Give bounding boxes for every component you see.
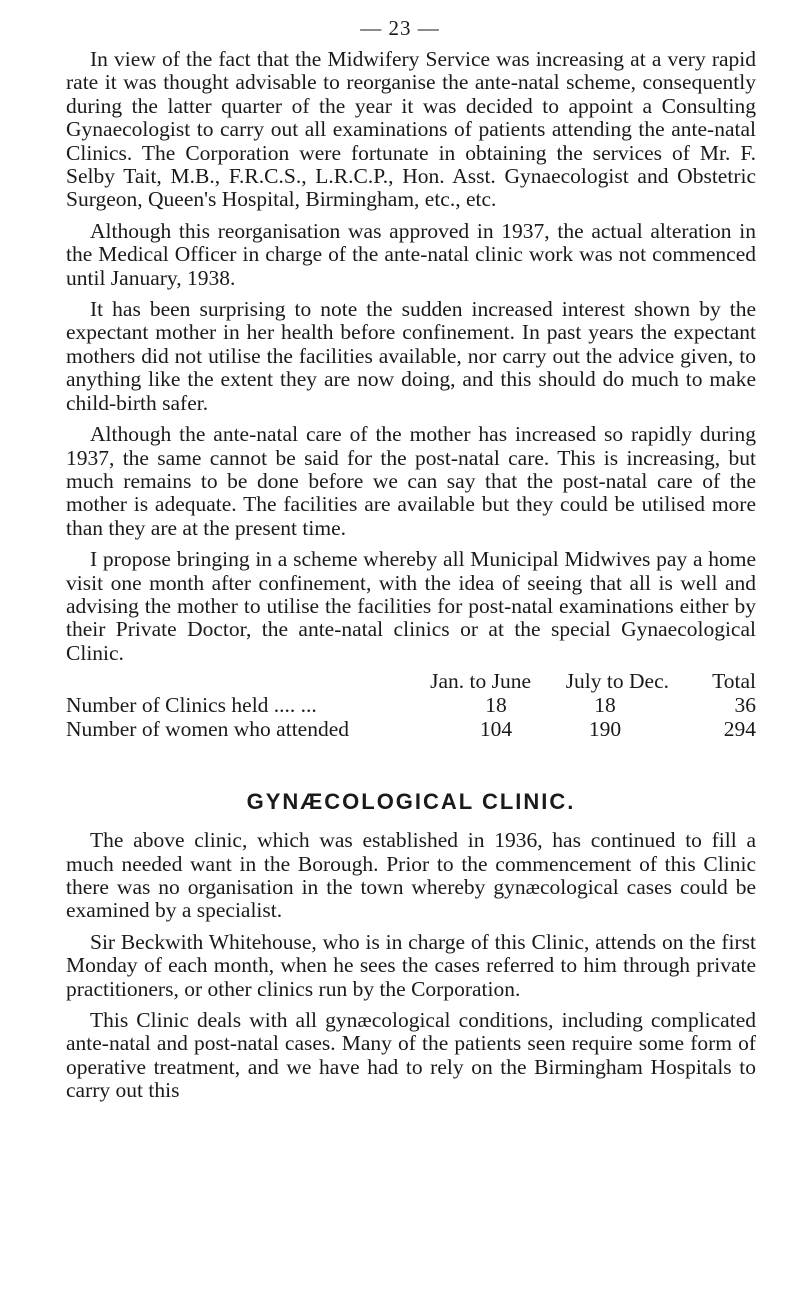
- section-heading: GYNÆCOLOGICAL CLINIC.: [246, 789, 576, 815]
- paragraph-clinic-specialist: Sir Beckwith Whitehouse, who is in charge of this Clinic, attends on the first Monday of each month, when he sees the cases referred to him through private practitioners, or other clinics run by the Corporation.: [66, 929, 756, 1001]
- paragraph-increased-interest: It has been surprising to note the sudden increased interest shown by the expectant mother in her health before confinement. In past years the expectant mothers did not utilise the facilities available, nor carry out the advice given, to anything like the extent they are now doing, and this should do much to make child-birth safer.: [66, 297, 756, 415]
- clinic-stats-table: [66, 669, 756, 741]
- stats-row-women: [66, 717, 756, 741]
- header-total: Total: [712, 669, 756, 694]
- cell-total: 36: [734, 693, 756, 718]
- stats-row-clinics: [66, 693, 756, 717]
- page-number: — 23 —: [360, 16, 440, 40]
- row-label: Number of Clinics held .... ...: [66, 693, 317, 718]
- paragraph-midwifery-reorganisation: In view of the fact that the Midwifery Service was increasing at a very rapid rate it was thought advisable to reorganise the ante-natal scheme, consequently during the latter quarter of the year it was decided to appoint a Consulting Gynaecologist to carry out all examinations of patients attending the ante-natal Clinics. The Corporation were fortunate in obtaining the services of Mr. F. Selby Tait, M.B., F.R.C.S., L.R.C.P., Hon. Asst. Gynaecologist and Obstetric Surgeon, Queen's Hospital, Birmingham, etc., etc.: [66, 47, 756, 212]
- header-jan-june: Jan. to June: [430, 669, 531, 694]
- document-body: [66, 48, 756, 1103]
- paragraph-clinic-conditions: This Clinic deals with all gynæcological conditions, including complicated ante-natal and post-natal cases. Many of the patients seen require some form of operative treatment, and we have had to rely on the Birmingham Hospitals to carry out this: [66, 1008, 756, 1103]
- cell-july-dec: 190: [588, 717, 622, 742]
- stats-header-row: [66, 669, 756, 693]
- paragraph-reorganisation-approval: Although this reorganisation was approved in 1937, the actual alteration in the Medical Officer in charge of the ante-natal clinic work was not commenced until January, 1938.: [66, 218, 756, 290]
- paragraph-proposed-scheme: I propose bringing in a scheme whereby all Municipal Midwives pay a home visit one month after confinement, with the idea of seeing that all is well and advising the mother to utilise the facilities for post-natal examinations either by their Private Doctor, the ante-natal clinics or at the special Gynaecological Clinic.: [66, 547, 756, 665]
- paragraph-post-natal-care: Although the ante-natal care of the mother has increased so rapidly during 1937, the same cannot be said for the post-natal care. This is increasing, but much remains to be done before we can say that the post-natal care of the mother is adequate. The facilities are available but they could be utilised more than they are at the present time.: [66, 422, 756, 540]
- cell-july-dec: 18: [594, 693, 616, 718]
- cell-jan-june: 104: [479, 717, 513, 742]
- cell-total: 294: [723, 717, 756, 742]
- paragraph-clinic-established: The above clinic, which was established in 1936, has continued to fill a much needed want in the Borough. Prior to the commencement of this Clinic there was no organisation in the town whereby gynæcological cases could be examined by a specialist.: [66, 828, 756, 923]
- cell-jan-june: 18: [485, 693, 507, 718]
- row-label: Number of women who attended: [66, 717, 350, 742]
- header-july-dec: July to Dec.: [565, 669, 669, 694]
